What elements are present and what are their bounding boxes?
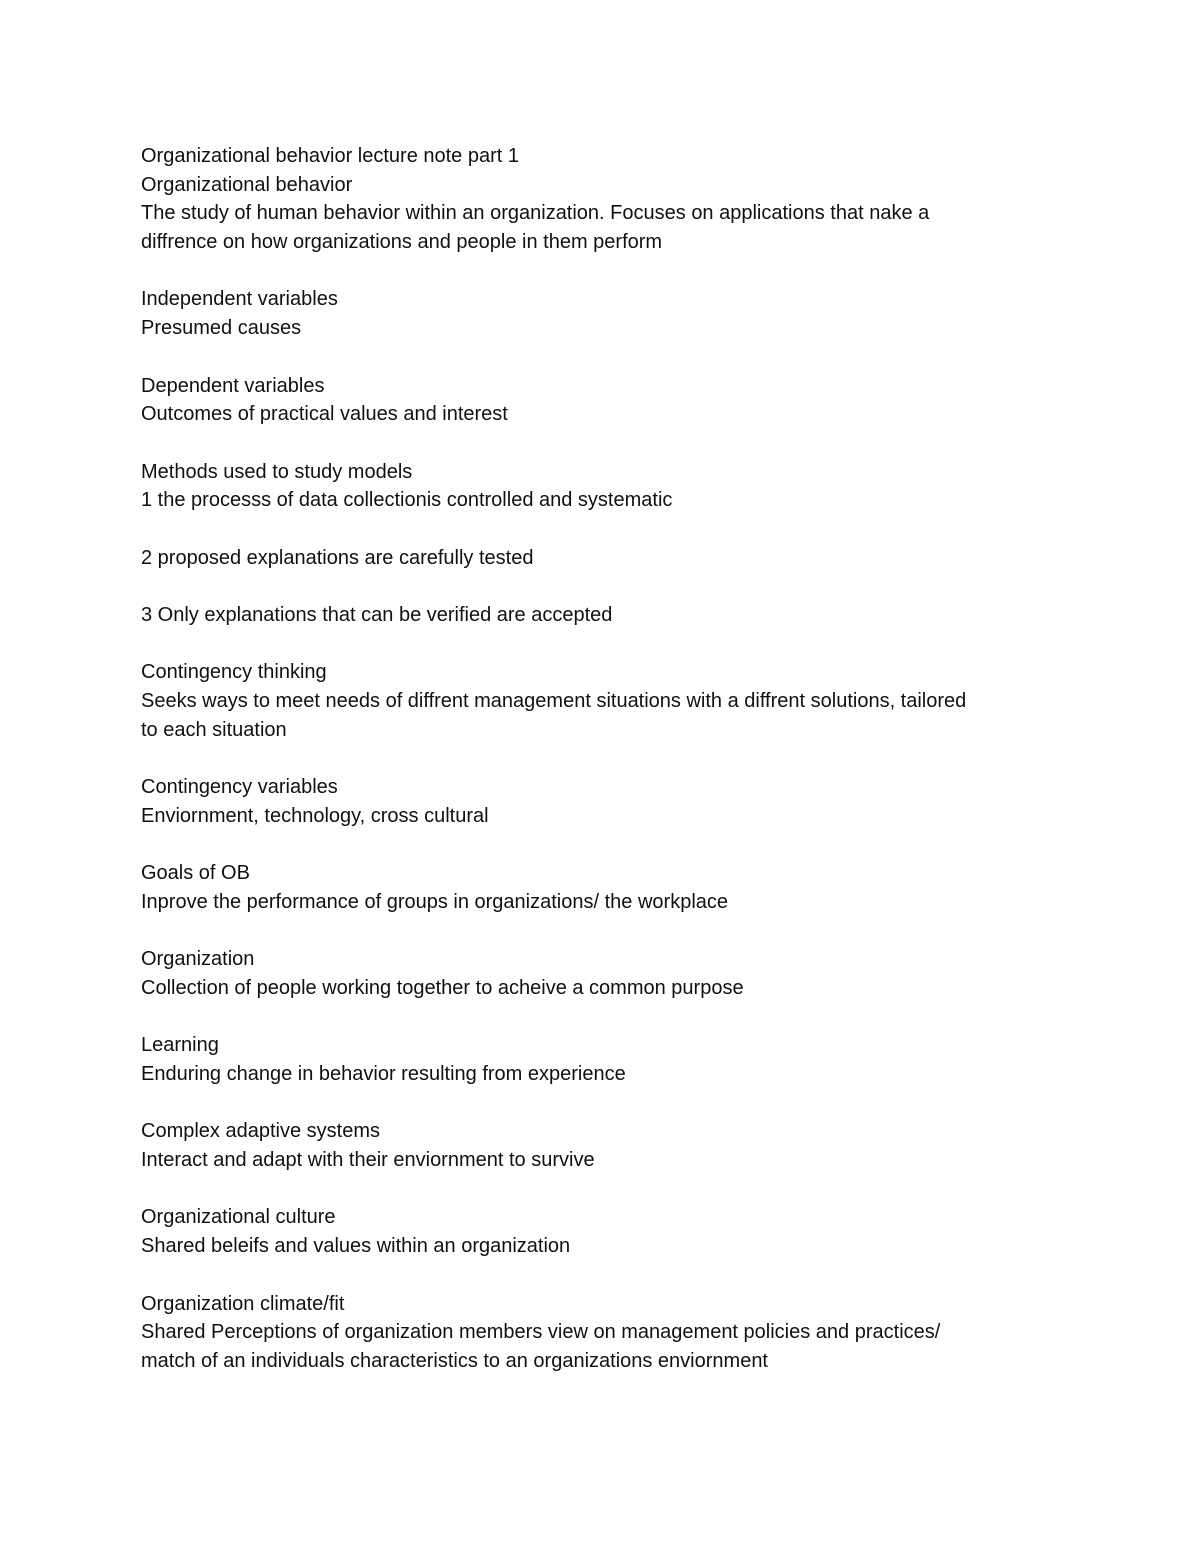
list-item: 2 proposed explanations are carefully tested [141, 546, 534, 569]
text-line: Presumed causes [141, 317, 302, 340]
heading-learning: Learning [141, 1034, 219, 1057]
text-line: Outcomes of practical values and interest [141, 403, 508, 426]
blank-line [141, 1261, 1071, 1290]
blank-line [141, 744, 1071, 773]
text-line: Shared Perceptions of organization members view on management policies and practices/ [141, 1321, 941, 1344]
text-line: to each situation [141, 718, 287, 741]
blank-line [141, 630, 1071, 659]
heading-complex-adaptive-systems: Complex adaptive systems [141, 1120, 380, 1143]
heading-methods: Methods used to study models [141, 460, 413, 483]
heading-contingency-thinking: Contingency thinking [141, 661, 327, 684]
heading-organizational-behavior: Organizational behavior [141, 173, 353, 196]
blank-line [141, 917, 1071, 946]
blank-line [141, 429, 1071, 458]
heading-organizational-culture: Organizational culture [141, 1206, 336, 1229]
text-line: Enviornment, technology, cross cultural [141, 804, 489, 827]
text-line: Seeks ways to meet needs of diffrent management situations with a diffrent solutions, tailored [141, 690, 967, 713]
text-line: The study of human behavior within an organization. Focuses on applications that nake a [141, 202, 930, 225]
blank-line [141, 1089, 1071, 1118]
blank-line [141, 1175, 1071, 1204]
blank-line [141, 257, 1071, 286]
text-line: match of an individuals characteristics to an organizations enviornment [141, 1349, 768, 1372]
text-line: Inprove the performance of groups in organizations/ the workplace [141, 890, 729, 913]
text-line: Collection of people working together to acheive a common purpose [141, 976, 744, 999]
heading-organization: Organization [141, 948, 255, 971]
list-item: 1 the processs of data collectionis controlled and systematic [141, 489, 673, 512]
list-item: 3 Only explanations that can be verified are accepted [141, 604, 613, 626]
heading-independent-variables: Independent variables [141, 288, 338, 311]
heading-contingency-variables: Contingency variables [141, 776, 338, 799]
text-line: Enduring change in behavior resulting from experience [141, 1063, 626, 1085]
blank-line [141, 572, 1071, 601]
text-line: diffrence on how organizations and people in them perform [141, 231, 663, 254]
heading-goals-of-ob: Goals of OB [141, 862, 250, 885]
heading-dependent-variables: Dependent variables [141, 374, 325, 397]
heading-organization-climate-fit: Organization climate/fit [141, 1292, 345, 1315]
blank-line [141, 343, 1071, 372]
document-title: Organizational behavior lecture note part 1 [141, 145, 520, 167]
text-line: Shared beleifs and values within an organization [141, 1235, 571, 1258]
blank-line [141, 515, 1071, 544]
blank-line [141, 1003, 1071, 1032]
document-body [141, 142, 1071, 1376]
blank-line [141, 831, 1071, 860]
text-line: Interact and adapt with their enviornment to survive [141, 1149, 595, 1172]
